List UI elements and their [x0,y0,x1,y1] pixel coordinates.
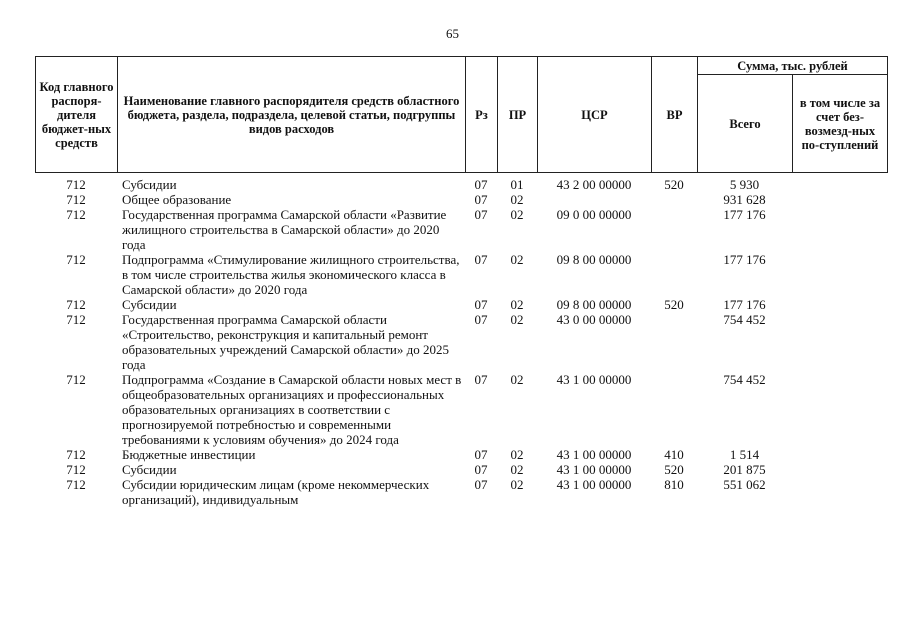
cell-pr: 02 [510,477,524,492]
cell-code: 712 [66,177,86,192]
header-csr: ЦСР [538,57,652,173]
header-total: Всего [698,75,793,173]
cell-code: 712 [66,312,86,327]
page-number: 65 [446,26,459,41]
table-row [35,447,887,462]
cell-rz: 07 [474,312,488,327]
cell-rz: 07 [474,207,488,222]
cell-total: 754 452 [723,312,766,327]
cell-code: 712 [66,372,86,387]
cell-rz: 07 [474,462,488,477]
table-row [35,462,887,477]
cell-total: 551 062 [723,477,766,492]
table-row [35,312,887,372]
cell-total: 754 452 [723,372,766,387]
cell-csr: 43 1 00 00000 [556,477,632,492]
cell-name: Подпрограмма «Стимулирование жилищного строительства, в том числе строительства жилья экономического класса в Самарской области» до 2020 года [122,252,460,297]
cell-total: 177 176 [723,207,766,222]
cell-csr: 09 8 00 00000 [556,252,632,267]
cell-name: Субсидии [122,297,177,312]
cell-rz: 07 [474,177,488,192]
cell-csr: 43 1 00 00000 [556,447,632,462]
cell-pr: 02 [510,192,524,207]
cell-pr: 02 [510,297,524,312]
cell-total: 931 628 [723,192,766,207]
cell-name: Бюджетные инвестиции [122,447,256,462]
cell-name: Государственная программа Самарской области «Развитие жилищного строительства в Самарской области» до 2020 года [122,207,447,252]
cell-rz: 07 [474,297,488,312]
table-row [35,177,887,192]
cell-total: 1 514 [729,447,760,462]
cell-rz: 07 [474,192,488,207]
cell-total: 177 176 [723,252,766,267]
cell-rz: 07 [474,372,488,387]
cell-vr: 520 [664,177,684,192]
cell-rz: 07 [474,477,488,492]
table-row [35,192,887,207]
cell-csr: 09 8 00 00000 [556,297,632,312]
cell-name: Общее образование [122,192,232,207]
table-row [35,477,887,507]
cell-code: 712 [66,192,86,207]
table-row [35,297,887,312]
cell-csr: 09 0 00 00000 [556,207,632,222]
header-pr: ПР [498,57,538,173]
cell-total: 5 930 [729,177,760,192]
table-body [35,177,887,507]
cell-code: 712 [66,462,86,477]
cell-vr: 410 [664,447,684,462]
cell-csr: 43 2 00 00000 [556,177,632,192]
cell-rz: 07 [474,252,488,267]
cell-pr: 02 [510,447,524,462]
header-vr: ВР [652,57,698,173]
cell-vr: 810 [664,477,684,492]
header-free: в том числе за счет без-возмезд-ных по-ступлений [793,75,888,173]
cell-code: 712 [66,297,86,312]
table-row [35,252,887,297]
cell-csr: 43 1 00 00000 [556,372,632,387]
table-header [35,56,888,173]
cell-rz: 07 [474,447,488,462]
cell-name: Субсидии [122,462,177,477]
cell-code: 712 [66,447,86,462]
cell-vr: 520 [664,297,684,312]
table-row [35,372,887,447]
cell-code: 712 [66,207,86,222]
cell-pr: 02 [510,462,524,477]
cell-total: 177 176 [723,297,766,312]
cell-name: Субсидии [122,177,177,192]
cell-pr: 02 [510,312,524,327]
cell-name: Государственная программа Самарской области «Строительство, реконструкция и капитальный ремонт образовательных учреждений Самарской области» до 2025 года [122,312,449,372]
cell-pr: 01 [510,177,524,192]
cell-csr: 43 0 00 00000 [556,312,632,327]
cell-code: 712 [66,477,86,492]
cell-name: Субсидии юридическим лицам (кроме некоммерческих организаций), индивидуальным [122,477,430,507]
header-sum: Сумма, тыс. рублей [698,57,888,75]
cell-total: 201 875 [723,462,766,477]
cell-csr: 43 1 00 00000 [556,462,632,477]
header-rz: Рз [466,57,498,173]
header-code: Код главного распоря-дителя бюджет-ных средств [36,57,118,173]
cell-vr: 520 [664,462,684,477]
header-name: Наименование главного распорядителя средств областного бюджета, раздела, подраздела, целевой статьи, подгруппы видов расходов [118,57,466,173]
table-row [35,207,887,252]
cell-pr: 02 [510,207,524,222]
cell-pr: 02 [510,252,524,267]
cell-name: Подпрограмма «Создание в Самарской области новых мест в общеобразовательных организациях и профессиональных образовательных организациях в соответствии с прогнозируемой потребностью и современными требованиями к условиям обучения» до 2024 года [122,372,462,447]
cell-pr: 02 [510,372,524,387]
cell-code: 712 [66,252,86,267]
